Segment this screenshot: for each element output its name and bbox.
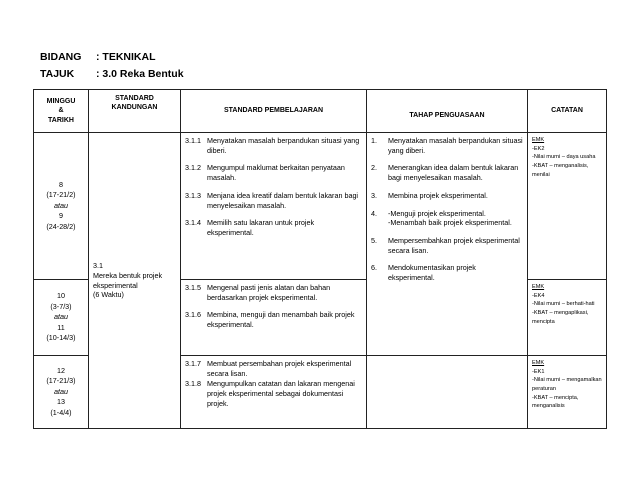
item-text: Mendokumentasikan projek eksperimental.	[388, 263, 476, 283]
week-cell	[34, 133, 89, 280]
week-range2: (10-14/3)	[46, 333, 76, 343]
header-minggu-line2: &	[58, 107, 64, 115]
item-text: Mengenal pasti jenis alatan dan bahan berdasarkan projek eksperimental.	[207, 283, 331, 302]
item-text: Membuat persembahan projek eksperimental secara lisan.	[207, 359, 352, 378]
tajuk-value: : 3.0 Reka Bentuk	[96, 68, 184, 80]
list-item	[371, 236, 523, 255]
item-no: 3.1.3	[185, 190, 201, 200]
emk-label: EMK	[532, 137, 545, 143]
week-atau: atau	[54, 200, 68, 210]
catatan-cell-1	[528, 133, 607, 280]
header-minggu	[34, 90, 89, 133]
item-no: 3.1.6	[185, 310, 201, 320]
week-range2: (24-28/2)	[46, 221, 76, 231]
item-no: 3.1.2	[185, 163, 201, 173]
tahap-empty-cell	[367, 356, 528, 429]
list-item	[371, 163, 523, 182]
item-text: Menerangkan idea dalam bentuk lakaran bagi menyelesaikan masalah.	[388, 163, 519, 183]
standard-kandungan-cell	[89, 133, 181, 429]
header-catatan: CATATAN	[528, 90, 607, 133]
tajuk-row	[40, 68, 184, 80]
catatan-line: -KBAT – menganalisis, menilai	[532, 162, 589, 178]
week-atau: atau	[54, 312, 68, 322]
list-item	[371, 191, 523, 201]
catatan-line: -Nilai murni – berhati-hati	[532, 301, 595, 308]
list-item	[185, 163, 362, 182]
bidang-row	[40, 51, 156, 63]
item-text: Mempersembahkan projek eksperimental secara lisan.	[388, 236, 520, 255]
sk-line2: eksperimental	[93, 280, 138, 290]
item-no: 6.	[371, 263, 377, 273]
header-minggu-line3: TARIKH	[48, 116, 74, 124]
list-item	[185, 283, 362, 302]
catatan-line: -EK2	[532, 145, 545, 152]
list-item	[185, 218, 362, 237]
emk-label: EMK	[532, 360, 545, 366]
header-standard-pembelajaran: STANDARD PEMBELAJARAN	[181, 90, 367, 133]
week-range: (17-21/2)	[46, 190, 76, 200]
list-item	[371, 209, 523, 228]
week-no2: 9	[59, 211, 63, 221]
week-atau: atau	[54, 386, 68, 396]
bidang-value: : TEKNIKAL	[96, 51, 156, 63]
sk-line1: Mereka bentuk projek	[93, 270, 163, 280]
week-cell	[34, 356, 89, 429]
week-no: 10	[57, 291, 65, 301]
catatan-cell-3	[528, 356, 607, 429]
header-sk-line2: KANDUNGAN	[111, 104, 158, 112]
table-row	[34, 133, 607, 280]
item-no: 5.	[371, 236, 377, 246]
item-no: 1.	[371, 136, 377, 145]
item-text: Membina, menguji dan menambah baik projek eksperimental.	[207, 310, 355, 330]
item-text: Menyatakan masalah berpandukan situasi yang diberi.	[388, 136, 523, 155]
catatan-line: -Nilai murni – mengamalkan peraturan	[532, 377, 602, 392]
item-no: 3.1.8	[185, 379, 201, 389]
item-text: Menjana idea kreatif dalam bentuk lakaran bagi menyelesaikan masalah.	[207, 190, 359, 210]
pembelajaran-cell-2	[181, 280, 367, 356]
emk-label: EMK	[532, 284, 545, 290]
pembelajaran-cell-3	[181, 356, 367, 429]
header-row	[34, 90, 607, 133]
item-no: 4.	[371, 208, 377, 218]
week-range: (3-7/3)	[50, 301, 72, 311]
item-text: -Menguji projek eksperimental. -Menambah baik projek eksperimental.	[388, 208, 512, 228]
list-item	[185, 379, 362, 408]
item-no: 3.	[371, 190, 377, 200]
list-item	[371, 263, 523, 282]
item-text: Mengumpulkan catatan dan lakaran mengenai projek eksperimental sebagai dokumentasi projek.	[207, 379, 355, 408]
tajuk-label: TAJUK	[40, 68, 75, 80]
list-item	[185, 310, 362, 329]
list-item	[185, 191, 362, 210]
list-item	[185, 136, 362, 155]
item-text: Membina projek eksperimental.	[388, 190, 488, 200]
header-sk-line1: STANDARD	[115, 95, 154, 102]
week-no2: 11	[57, 322, 65, 332]
item-no: 3.1.1	[185, 136, 201, 145]
catatan-line: -KBAT – mencipta, menganalisis	[532, 394, 579, 410]
lesson-plan-table	[33, 89, 607, 429]
item-no: 2.	[371, 163, 377, 173]
item-no: 3.1.4	[185, 218, 201, 228]
header-minggu-line1: MINGGU	[46, 97, 76, 105]
item-no: 3.1.5	[185, 283, 201, 292]
catatan-line: -Nilai murni – daya usaha	[532, 154, 596, 161]
item-text: Memilih satu lakaran untuk projek eksperimental.	[207, 218, 315, 238]
catatan-line: -KBAT – mengaplikasi, mencipta	[532, 309, 589, 325]
item-no: 3.1.7	[185, 359, 201, 368]
week-cell	[34, 280, 89, 356]
header-tahap-penguasaan: TAHAP PENGUASAAN	[367, 90, 528, 133]
header-standard-kandungan	[89, 90, 181, 133]
item-text: Mengumpul maklumat berkaitan penyataan masalah.	[207, 163, 345, 183]
item-text: Menyatakan masalah berpandukan situasi yang diberi.	[207, 136, 360, 155]
week-range2: (1-4/4)	[50, 407, 72, 417]
week-range: (17-21/3)	[46, 376, 76, 386]
bidang-label: BIDANG	[40, 51, 82, 63]
sk-line3: (6 Waktu)	[93, 290, 124, 300]
catatan-cell-2	[528, 280, 607, 356]
tahap-penguasaan-cell	[367, 133, 528, 356]
catatan-line: -EK4	[532, 292, 545, 299]
sk-code: 3.1	[93, 261, 103, 271]
week-no2: 13	[57, 397, 65, 407]
week-no: 12	[57, 365, 65, 375]
week-no: 8	[59, 179, 63, 189]
list-item	[185, 359, 362, 378]
pembelajaran-cell-1	[181, 133, 367, 280]
catatan-line: -EK1	[532, 368, 545, 375]
list-item	[371, 136, 523, 155]
